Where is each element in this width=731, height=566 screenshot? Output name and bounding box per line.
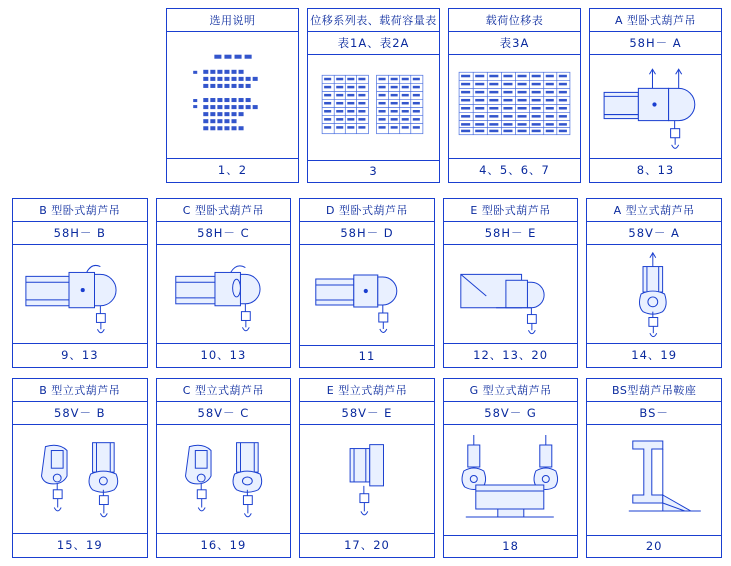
card-subheader: 58V－ A	[587, 222, 721, 245]
card-header: E 型卧式葫芦吊	[444, 199, 578, 222]
card-footer-pages: 11	[300, 345, 434, 367]
card-header: A 型立式葫芦吊	[587, 199, 721, 222]
card-type-b-vertical[interactable]	[12, 378, 148, 558]
card-subheader: 58H－ E	[444, 222, 578, 245]
card-header: 载荷位移表	[449, 9, 580, 32]
card-footer-pages: 4、5、6、7	[449, 158, 580, 182]
card-art-horiz-b	[13, 245, 147, 343]
card-bs-saddle[interactable]	[586, 378, 722, 558]
card-art-vert-g	[444, 425, 578, 535]
card-header: BS型葫芦吊鞍座	[587, 379, 721, 402]
card-type-d-horizontal[interactable]	[299, 198, 435, 368]
card-footer-pages: 15、19	[13, 533, 147, 557]
card-footer-pages: 10、13	[157, 343, 291, 367]
card-selection-guide[interactable]	[166, 8, 299, 183]
card-subheader: 58V－ G	[444, 402, 578, 425]
card-type-c-vertical[interactable]	[156, 378, 292, 558]
card-subheader: 58H－ C	[157, 222, 291, 245]
card-header: D 型卧式葫芦吊	[300, 199, 434, 222]
card-art-horiz-e	[444, 245, 578, 343]
card-footer-pages: 9、13	[13, 343, 147, 367]
card-header: C 型立式葫芦吊	[157, 379, 291, 402]
card-footer-pages: 18	[444, 535, 578, 557]
card-header: 位移系列表、载荷容量表	[308, 9, 439, 32]
card-footer-pages: 3	[308, 160, 439, 182]
card-type-c-horizontal[interactable]	[156, 198, 292, 368]
card-header: A 型卧式葫芦吊	[590, 9, 721, 32]
card-header: 选用说明	[167, 9, 298, 32]
card-header: C 型卧式葫芦吊	[157, 199, 291, 222]
card-subheader: BS－	[587, 402, 721, 425]
card-row-3	[6, 378, 728, 558]
card-art-tables-2	[308, 55, 439, 160]
card-type-g-vertical[interactable]	[443, 378, 579, 558]
card-art-saddle	[587, 425, 721, 535]
card-subheader: 58V－ E	[300, 402, 434, 425]
card-subheader: 表1A、表2A	[308, 32, 439, 55]
card-subheader: 58H－ B	[13, 222, 147, 245]
card-footer-pages: 20	[587, 535, 721, 557]
card-row-1	[160, 8, 728, 183]
card-header: G 型立式葫芦吊	[444, 379, 578, 402]
card-type-a-vertical[interactable]	[586, 198, 722, 368]
card-footer-pages: 12、13、20	[444, 343, 578, 367]
card-subheader: 58V－ B	[13, 402, 147, 425]
card-art-horiz-c	[157, 245, 291, 343]
card-art-vert-a	[587, 245, 721, 343]
card-art-vert-b	[13, 425, 147, 533]
card-type-e-vertical[interactable]	[299, 378, 435, 558]
card-art-text-block	[167, 32, 298, 158]
card-displacement-load-tables[interactable]	[307, 8, 440, 183]
card-subheader: 58H－ A	[590, 32, 721, 55]
card-art-tables-1	[449, 55, 580, 158]
card-art-vert-c	[157, 425, 291, 533]
card-header: B 型卧式葫芦吊	[13, 199, 147, 222]
card-type-a-horizontal[interactable]	[589, 8, 722, 183]
card-subheader: 58V－ C	[157, 402, 291, 425]
card-load-displacement-table[interactable]	[448, 8, 581, 183]
card-art-vert-e	[300, 425, 434, 533]
card-subheader: 58H－ D	[300, 222, 434, 245]
card-art-horiz-d	[300, 245, 434, 345]
card-header: B 型立式葫芦吊	[13, 379, 147, 402]
card-footer-pages: 17、20	[300, 533, 434, 557]
card-header: E 型立式葫芦吊	[300, 379, 434, 402]
card-type-e-horizontal[interactable]	[443, 198, 579, 368]
card-type-b-horizontal[interactable]	[12, 198, 148, 368]
card-footer-pages: 16、19	[157, 533, 291, 557]
card-footer-pages: 8、13	[590, 158, 721, 182]
card-subheader: 表3A	[449, 32, 580, 55]
card-footer-pages: 1、2	[167, 158, 298, 182]
card-footer-pages: 14、19	[587, 343, 721, 367]
card-row-2	[6, 198, 728, 368]
card-art-horiz-a	[590, 55, 721, 158]
